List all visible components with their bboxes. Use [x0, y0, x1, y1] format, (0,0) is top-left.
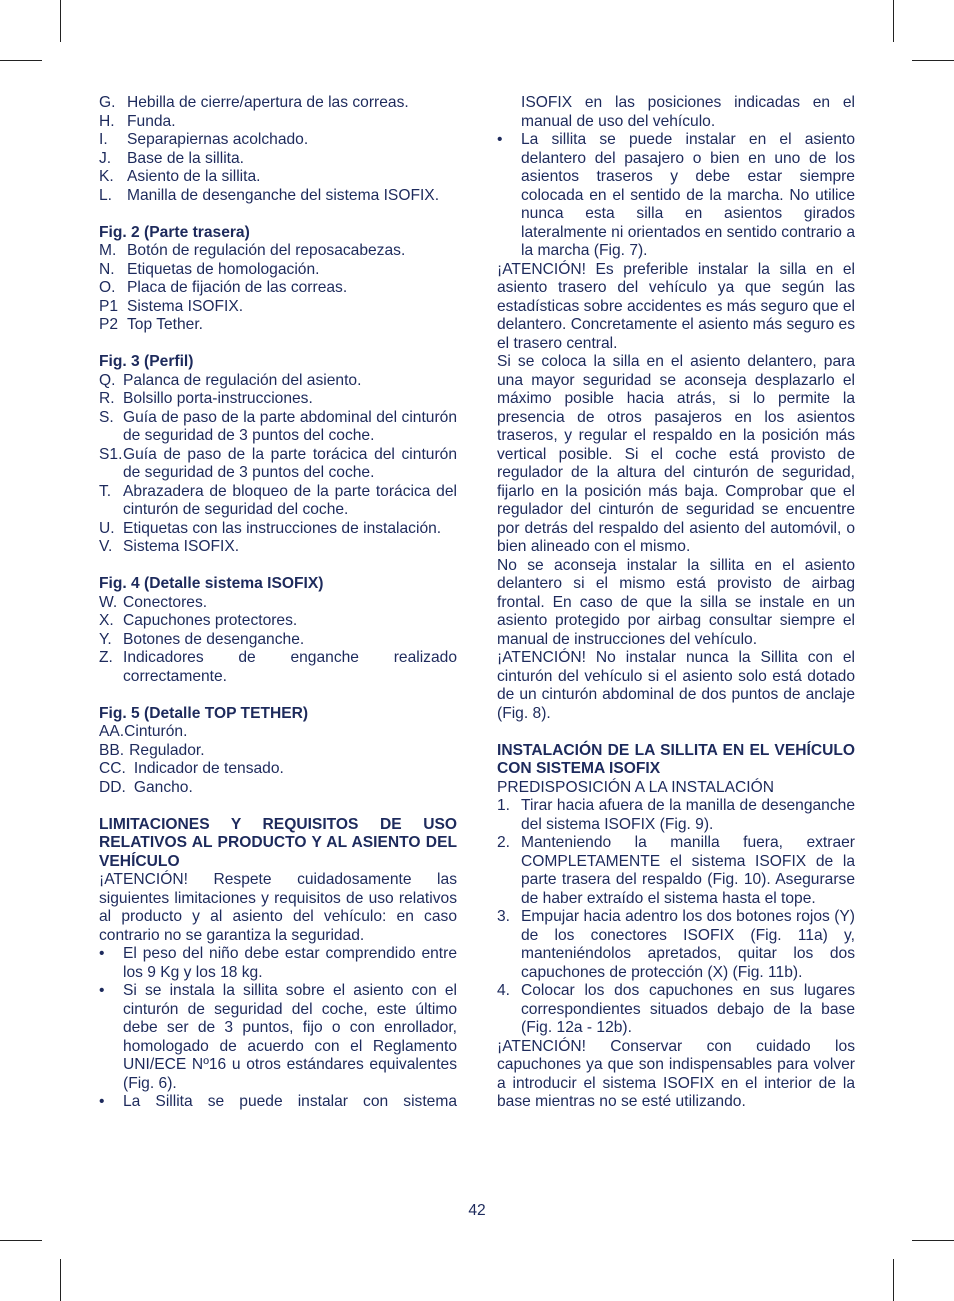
list-item: L. Manilla de desenganche del sistema ISOFIX.	[99, 186, 440, 204]
crop-mark	[0, 1240, 42, 1241]
bullet-icon: •	[99, 982, 105, 999]
list-item: O. Placa de fijación de las correas.	[99, 279, 348, 296]
list-item: S. Guía de paso de la parte abdominal del cinturón de seguridad de 3 puntos del coche.	[99, 408, 457, 444]
list-item: P1 Sistema ISOFIX.	[99, 297, 244, 315]
list-item: BB. Regulador.	[99, 741, 205, 759]
list-item: X. Capuchones protectores.	[99, 612, 298, 629]
paragraph: ¡ATENCIÓN! Es preferible instalar la silla en el asiento trasero del vehículo ya que según las estadísticas sobre accidentes es más seguro que el delantero. Concretamente el asiento más seguro es el trasero central.	[497, 260, 855, 352]
paragraph: No se aconseja instalar la sillita en el asiento delantero si el mismo está provisto de airbag frontal. En caso de que la silla se instale en un asiento protegido por airbag consultar siempre el manual de instrucciones del vehículo.	[497, 556, 855, 648]
bullet-icon: •	[99, 1093, 105, 1110]
left-column	[99, 94, 457, 1112]
crop-mark	[893, 1259, 894, 1301]
list-item: H. Funda.	[99, 112, 176, 130]
list-item: AA. Cinturón.	[99, 723, 188, 740]
bullet-item: • Si se instala la sillita sobre el asiento con el cinturón de seguridad del coche, este último debe ser de 3 puntos, fijo o con enrollador, homologado de acuerdo con el Reglamento UNI/ECE Nº16 u otros estándares equivalentes (Fig. 6).	[99, 982, 457, 1092]
step-item: 1. Tirar hacia afuera de la manilla de desenganche del sistema ISOFIX (Fig. 9).	[497, 797, 855, 833]
list-item: R. Bolsillo porta-instrucciones.	[99, 390, 313, 407]
list-item: CC. Indicador de tensado.	[99, 760, 284, 777]
paragraph: ¡ATENCIÓN! Conservar con cuidado los capuchones ya que son indispensables para volver a introducir el sistema ISOFIX en el interior de la base mientras no se esté utilizando.	[497, 1037, 855, 1110]
list-item: K. Asiento de la sillita.	[99, 168, 261, 185]
list-item: M. Botón de regulación del reposacabezas.	[99, 242, 406, 259]
list-item: G. Hebilla de cierre/apertura de las correas.	[99, 94, 409, 111]
list-item: I. Separapiernas acolchado.	[99, 131, 309, 148]
crop-mark	[60, 0, 61, 42]
crop-mark	[912, 1240, 954, 1241]
bullet-icon: •	[99, 945, 105, 962]
list-item: W. Conectores.	[99, 593, 208, 611]
page-number: 42	[468, 1202, 486, 1219]
step-item: 2. Manteniendo la manilla fuera, extraer COMPLETAMENTE el sistema ISOFIX de la parte trasera del respaldo (Fig. 10). Asegurarse de haber extraído el sistema hasta el tope.	[497, 834, 855, 907]
list-item: Q. Palanca de regulación del asiento.	[99, 371, 362, 389]
fig4-heading: Fig. 4 (Detalle sistema ISOFIX)	[99, 575, 324, 592]
list-item: P2 Top Tether.	[99, 316, 204, 333]
bullet-continuation: ISOFIX en las posiciones indicadas en el manual de uso del vehículo.	[521, 94, 855, 130]
step-item: 4. Colocar los dos capuchones en sus lugares correspondientes situados debajo de la base (Fig. 12a - 12b).	[497, 982, 855, 1036]
fig3-heading: Fig. 3 (Perfil)	[99, 353, 194, 370]
list-item: Y. Botones de desenganche.	[99, 630, 305, 648]
list-item: V. Sistema ISOFIX.	[99, 538, 240, 555]
list-item: S1. Guía de paso de la parte torácica del cinturón de seguridad de 3 puntos del coche.	[99, 445, 457, 481]
crop-mark	[60, 1259, 61, 1301]
bullet-item: • La sillita se puede instalar en el asiento delantero del pasajero o bien en uno de los asientos traseros y debe estar siempre colocada en el sentido de la marcha. No utilice nunca esta silla en asientos girados lateralmente ni orientados en sentido contrario a la marcha (Fig. 7).	[497, 131, 855, 259]
install-heading: INSTALACIÓN DE LA SILLITA EN EL VEHÍCULO CON SISTEMA ISOFIX	[497, 741, 855, 777]
list-item: J. Base de la sillita.	[99, 149, 245, 167]
crop-mark	[0, 60, 42, 61]
step-item: 3. Empujar hacia adentro los dos botones rojos (Y) de los conectores ISOFIX (Fig. 11a) y, manteniéndolos apretados, quitar los dos capuchones de protección (X) (Fig. 11b).	[497, 908, 855, 981]
right-column	[497, 94, 855, 1112]
fig2-heading: Fig. 2 (Parte trasera)	[99, 223, 250, 241]
bullet-icon: •	[497, 131, 503, 148]
paragraph: Si se coloca la silla en el asiento delantero, para una mayor seguridad se aconseja desplazarlo el máximo posible hacia atrás, si lo permite la presencia de otros pasajeros en los asientos traseros, y regular el respaldo en la posición más vertical posible. Si el coche está provisto de regulador de la altura del cinturón de seguridad, fijarlo en la posición más baja. Comprobar que el regulador del cinturón de seguridad se encuentre por detrás del respaldo del asiento del automóvil, o bien alineado con el mismo.	[497, 353, 855, 555]
list-item: T. Abrazadera de bloqueo de la parte torácica del cinturón de seguridad del coche.	[99, 482, 457, 518]
list-item: Z. Indicadores de enganche realizado correctamente.	[99, 649, 457, 685]
crop-mark	[893, 0, 894, 42]
list-item: DD. Gancho.	[99, 778, 193, 796]
list-item: N. Etiquetas de homologación.	[99, 260, 320, 278]
fig5-heading: Fig. 5 (Detalle TOP TETHER)	[99, 704, 309, 722]
bullet-item: • La Sillita se puede instalar con sistema	[99, 1093, 457, 1110]
bullet-item: • El peso del niño debe estar comprendido entre los 9 Kg y los 18 kg.	[99, 945, 457, 981]
limits-heading: LIMITACIONES Y REQUISITOS DE USO RELATIVOS AL PRODUCTO Y AL ASIENTO DEL VEHÍCULO	[99, 815, 457, 870]
paragraph: ¡ATENCIÓN! No instalar nunca la Sillita con el cinturón del vehículo si el asiento solo está dotado de un cinturón abdominal de dos puntos de anclaje (Fig. 8).	[497, 649, 855, 722]
limits-intro: ¡ATENCIÓN! Respete cuidadosamente las siguientes limitaciones y requisitos de uso relativos al producto y al asiento del vehículo: en caso contrario no se garantiza la seguridad.	[99, 871, 457, 944]
crop-mark	[912, 60, 954, 61]
subheading: PREDISPOSICIÓN A LA INSTALACIÓN	[497, 778, 775, 796]
list-item: U. Etiquetas con las instrucciones de instalación.	[99, 519, 442, 537]
parts-list	[99, 94, 457, 205]
